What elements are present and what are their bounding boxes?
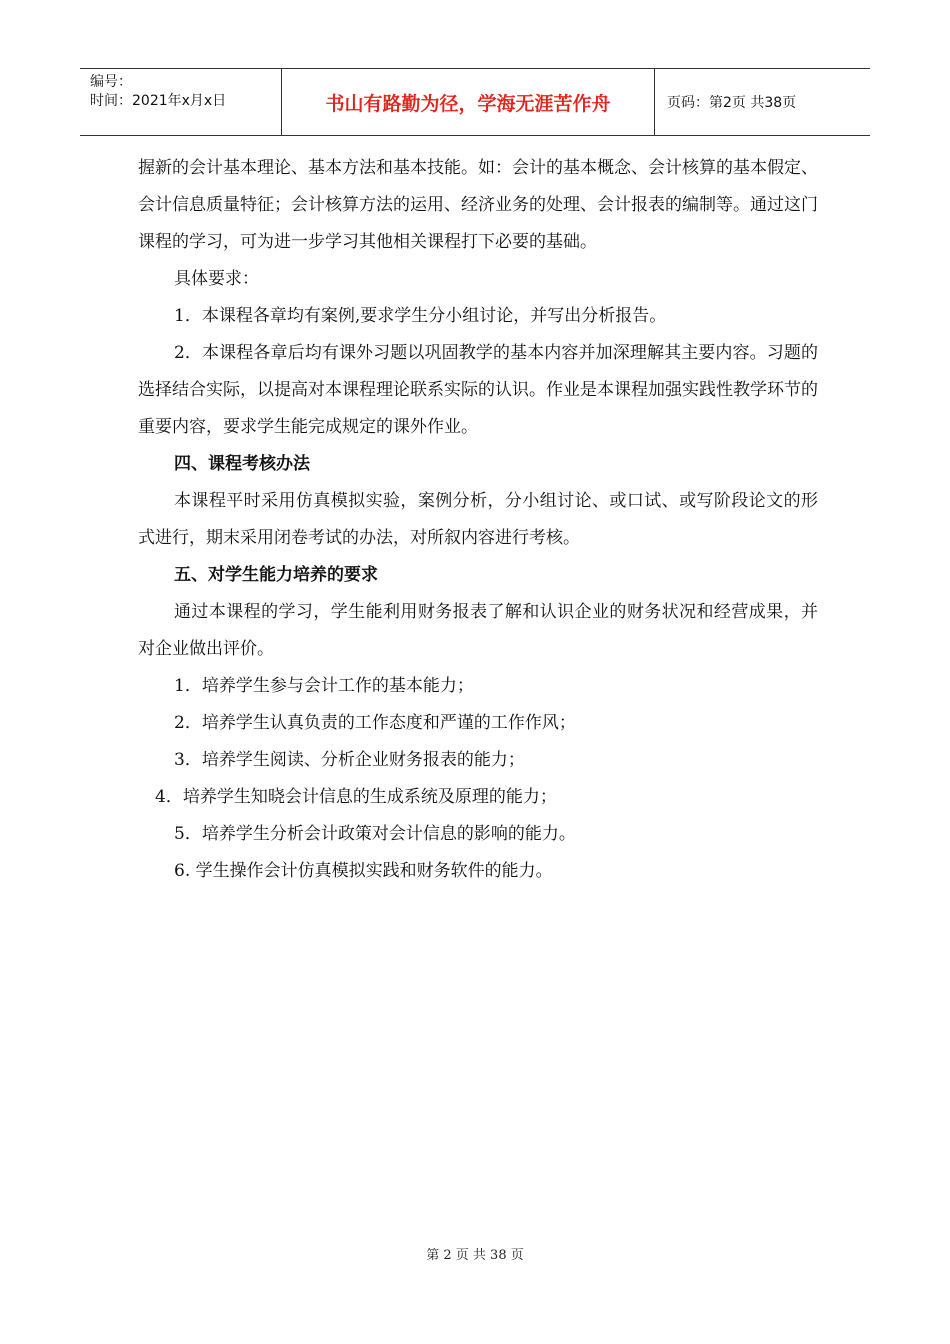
header-page-number: 页码：第2页 共38页 [667,95,797,111]
ability-item-3: 3．培养学生阅读、分析企业财务报表的能力； [174,750,525,770]
abilities-paragraph: 通过本课程的学习，学生能利用财务报表了解和认识企业的财务状况和经营成果，并对企业做出评价。 [138,602,818,659]
ability-item-5: 5．培养学生分析会计政策对会计信息的影响的能力。 [174,824,576,844]
header-motto: 书山有路勤为径，学海无涯苦作舟 [282,69,655,135]
ability-item-2: 2．培养学生认真负责的工作态度和严谨的工作作风； [174,713,576,733]
requirements-heading: 具体要求： [174,269,259,289]
assessment-paragraph: 本课程平时采用仿真模拟实验，案例分析，分小组讨论、或口试、或写阶段论文的形式进行，期末采用闭卷考试的办法，对所叙内容进行考核。 [138,491,818,548]
document-number-label: 编号： [90,74,132,90]
header-meta [80,69,282,135]
page-footer: 第 2 页 共 38 页 [426,1248,524,1263]
page-header [80,68,870,136]
section-heading-assessment: 四、课程考核办法 [174,454,310,474]
document-body [138,150,818,890]
section-heading-abilities: 五、对学生能力培养的要求 [174,565,378,585]
document-date-label: 时间：2021年x月x日 [90,93,227,109]
requirement-item-1: 1．本课程各章均有案例,要求学生分小组讨论，并写出分析报告。 [174,306,667,326]
ability-item-4: 4．培养学生知晓会计信息的生成系统及原理的能力； [155,787,557,807]
requirement-item-2: 2．本课程各章后均有课外习题以巩固教学的基本内容并加深理解其主要内容。习题的选择结合实际，以提高对本课程理论联系实际的认识。作业是本课程加强实践性教学环节的重要内容，要求学生能完成规定的课外作业。 [138,343,818,437]
ability-item-1: 1．培养学生参与会计工作的基本能力； [174,676,474,696]
ability-item-6: 6. 学生操作会计仿真模拟实践和财务软件的能力。 [174,861,553,881]
intro-paragraph: 握新的会计基本理论、基本方法和基本技能。如：会计的基本概念、会计核算的基本假定、会计信息质量特征；会计核算方法的运用、经济业务的处理、会计报表的编制等。通过这门课程的学习，可为进一步学习其他相关课程打下必要的基础。 [138,158,818,252]
